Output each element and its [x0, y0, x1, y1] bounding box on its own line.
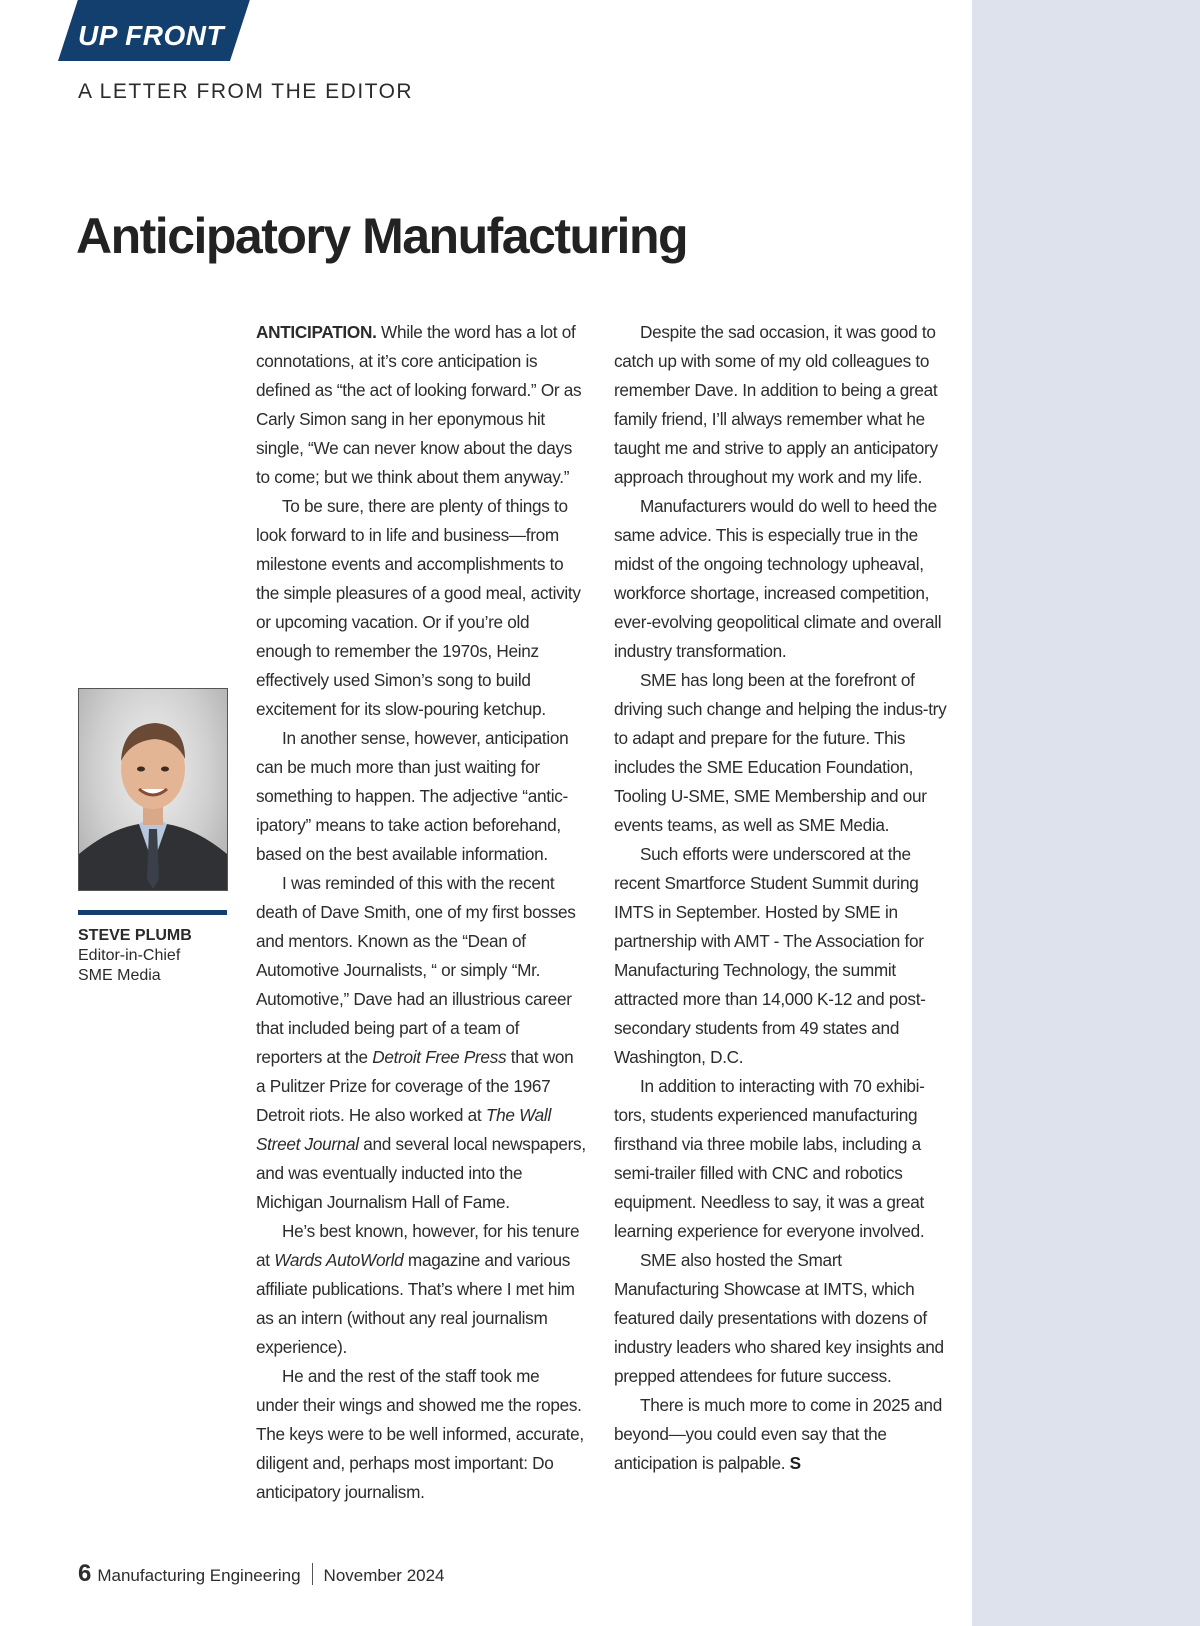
- section-label: A LETTER FROM THE EDITOR: [78, 80, 414, 103]
- paragraph: He and the rest of the staff took me under their wings and showed me the ropes. The keys were to be well informed, accurate, diligent and, perhaps most important: Do anticipatory journalism.: [256, 1366, 584, 1502]
- paragraph: To be sure, there are plenty of things to look forward to in life and business—from milestone events and accomplishments to the simple pleasures of a good meal, activity or upcoming vacation. Or if you’re old enough to remember the 1970s, Heinz effectively used Simon’s song to build excitement for its slow-pouring ketchup.: [256, 496, 581, 719]
- author-title: Editor-in-Chief: [78, 947, 181, 964]
- paragraph: He’s best known, however, for his tenure at Wards AutoWorld magazine and various affiliate publications. That’s where I met him as an intern (without any real journalism experience).: [256, 1221, 580, 1357]
- publication-name: The Wall Street Journal: [256, 1105, 551, 1154]
- author-portrait-image: [79, 689, 227, 890]
- paragraph: In addition to interacting with 70 exhibi-tors, students experienced manufacturing firsthand via three mobile labs, including a semi-trailer filled with CNC and robotics equipment. Needless to say, it was a great learning experience for everyone involved.: [614, 1076, 925, 1241]
- author-org: SME Media: [78, 967, 161, 984]
- lead-word: ANTICIPATION.: [256, 322, 377, 342]
- paragraph: Despite the sad occasion, it was good to catch up with some of my old colleagues to remember Dave. In addition to being a great family friend, I’ll always remember what he taught me and strive to apply an anticipatory approach throughout my work and my life.: [614, 322, 938, 487]
- paragraph: SME has long been at the forefront of driving such change and helping the indus-try to adapt and prepare for the future. This includes the SME Education Foundation, Tooling U-SME, SME Membership and our events teams, as well as SME Media.: [614, 670, 947, 835]
- article-column-1: [256, 318, 586, 1507]
- paragraph: Such efforts were underscored at the recent Smartforce Student Summit during IMTS in September. Hosted by SME in partnership with AMT - The Association for Manufacturing Technology, the summit attracted more than 14,000 K-12 and post-secondary students from 49 states and Washington, D.C.: [614, 844, 926, 1067]
- page-footer: [78, 1560, 445, 1588]
- article-column-2: [614, 318, 950, 1478]
- paragraph: I was reminded of this with the recent death of Dave Smith, one of my first bosses and mentors. Known as the “Dean of Automotive Journalists, “ or simply “Mr. Automotive,” Dave had an illustrious career that included being part of a team of reporters at the Detroit Free Press that won a Pulitzer Prize for coverage of the 1967 Detroit riots. He also worked at The Wall Street Journal and several local newspapers, and was eventually inducted into the Michigan Journalism Hall of Fame.: [256, 873, 586, 1212]
- issue-date: November 2024: [323, 1566, 445, 1585]
- page-title: Anticipatory Manufacturing: [76, 208, 688, 264]
- paragraph: Manufacturers would do well to heed the same advice. This is especially true in the midst of the ongoing technology upheaval, workforce shortage, increased competition, ever-evolving geopolitical climate and overall industry transformation.: [614, 496, 942, 661]
- paragraph: ANTICIPATION. While the word has a lot of connotations, at it’s core anticipation is defined as “the act of looking forward.” Or as Carly Simon sang in her eponymous hit single, “We can never know about the days to come; but we think about them anyway.”: [256, 322, 582, 487]
- author-divider: [78, 910, 227, 915]
- author-photo: [78, 688, 228, 891]
- end-mark-icon: S: [789, 1453, 801, 1473]
- publication-name: Wards AutoWorld: [274, 1250, 404, 1270]
- publication-name: Detroit Free Press: [372, 1047, 507, 1067]
- author-name: STEVE PLUMB: [78, 927, 192, 944]
- publication-name: Manufacturing Engineering: [97, 1566, 301, 1585]
- section-tab-label: UP FRONT: [78, 20, 225, 51]
- paragraph: SME also hosted the Smart Manufacturing Showcase at IMTS, which featured daily presentations with dozens of industry leaders who shared key insights and prepped attendees for future success.: [614, 1250, 944, 1386]
- page-number: 6: [78, 1560, 92, 1587]
- masthead-sidebar: [972, 0, 1200, 1626]
- paragraph: In another sense, however, anticipation can be much more than just waiting for something to happen. The adjective “antic-ipatory” means to take action beforehand, based on the best available information.: [256, 728, 569, 864]
- paragraph: There is much more to come in 2025 and beyond—you could even say that the anticipation is palpable. S: [614, 1395, 942, 1473]
- footer-divider: [312, 1563, 313, 1585]
